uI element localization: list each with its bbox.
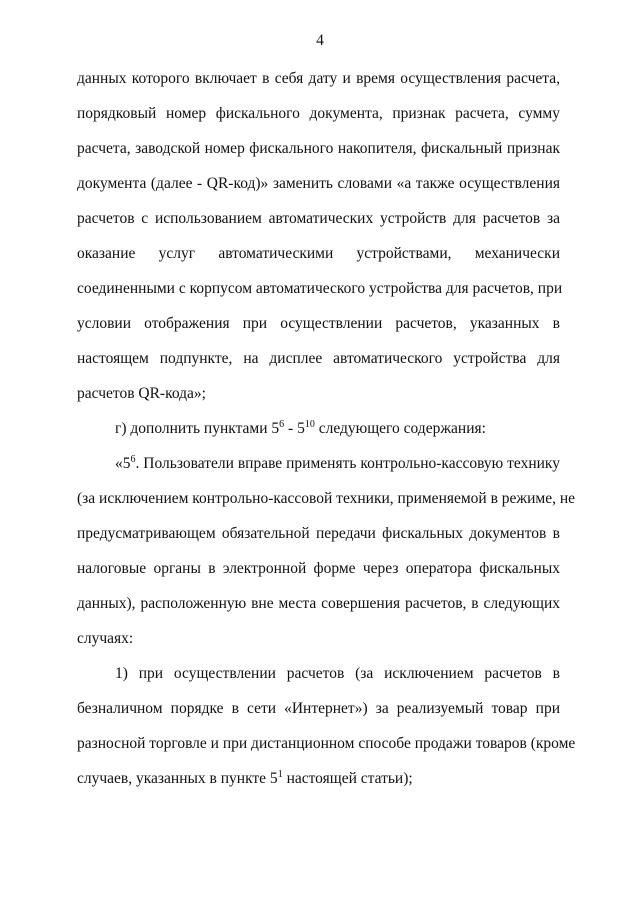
text-span: - 5 <box>284 420 305 437</box>
text-line: настоящем подпункте, на дисплее автоматического устройства для <box>77 350 560 367</box>
text-line: оказание услуг автоматическими устройствами, механически <box>77 245 560 262</box>
text-span: следующего содержания: <box>314 420 486 437</box>
text-line: 1) при осуществлении расчетов (за исключением расчетов в <box>115 665 560 682</box>
text-span: г) дополнить пунктами 5 <box>115 420 280 437</box>
text-span: случаев, указанных в пункте 5 <box>77 770 278 787</box>
superscript: 6 <box>130 454 136 465</box>
text-line: (за исключением контрольно-кассовой техники, применяемой в режиме, не <box>77 490 576 507</box>
text-line: расчетов с использованием автоматических устройств для расчетов за <box>77 210 560 227</box>
text-line: безналичном порядке в сети «Интернет») за реализуемый товар при <box>77 700 560 717</box>
text-span: настоящей статьи); <box>282 770 413 787</box>
paragraph-g <box>115 419 560 439</box>
text-span: «5 <box>115 455 131 472</box>
paragraph-quote-start <box>115 454 560 474</box>
text-line: данных которого включает в себя дату и время осуществления расчета, <box>77 70 560 87</box>
text-line: соединенными с корпусом автоматического устройства для расчетов, при <box>77 280 563 297</box>
page-number: 4 <box>316 32 324 49</box>
text-line: данных), расположенную вне места совершения расчетов, в следующих <box>77 595 560 612</box>
text-span: . Пользователи вправе применять контрольно-кассовую технику <box>135 455 560 472</box>
text-line: документа (далее - QR-код)» заменить словами «а также осуществления <box>77 175 560 192</box>
superscript: 1 <box>277 769 283 780</box>
superscript: 6 <box>279 419 285 430</box>
text-line: налоговые органы в электронной форме через оператора фискальных <box>77 560 560 577</box>
text-line: разносной торговле и при дистанционном способе продажи товаров (кроме <box>77 735 576 752</box>
text-line: расчета, заводской номер фискального накопителя, фискальный признак <box>77 140 560 157</box>
text-line-last <box>77 769 560 789</box>
superscript: 10 <box>304 419 315 430</box>
text-line: предусматривающем обязательной передачи фискальных документов в <box>77 525 560 542</box>
text-line: расчетов QR-кода»; <box>77 385 206 402</box>
text-line: условии отображения при осуществлении расчетов, указанных в <box>77 315 560 332</box>
text-line: случаях: <box>77 630 134 647</box>
text-line: порядковый номер фискального документа, признак расчета, сумму <box>77 105 560 122</box>
